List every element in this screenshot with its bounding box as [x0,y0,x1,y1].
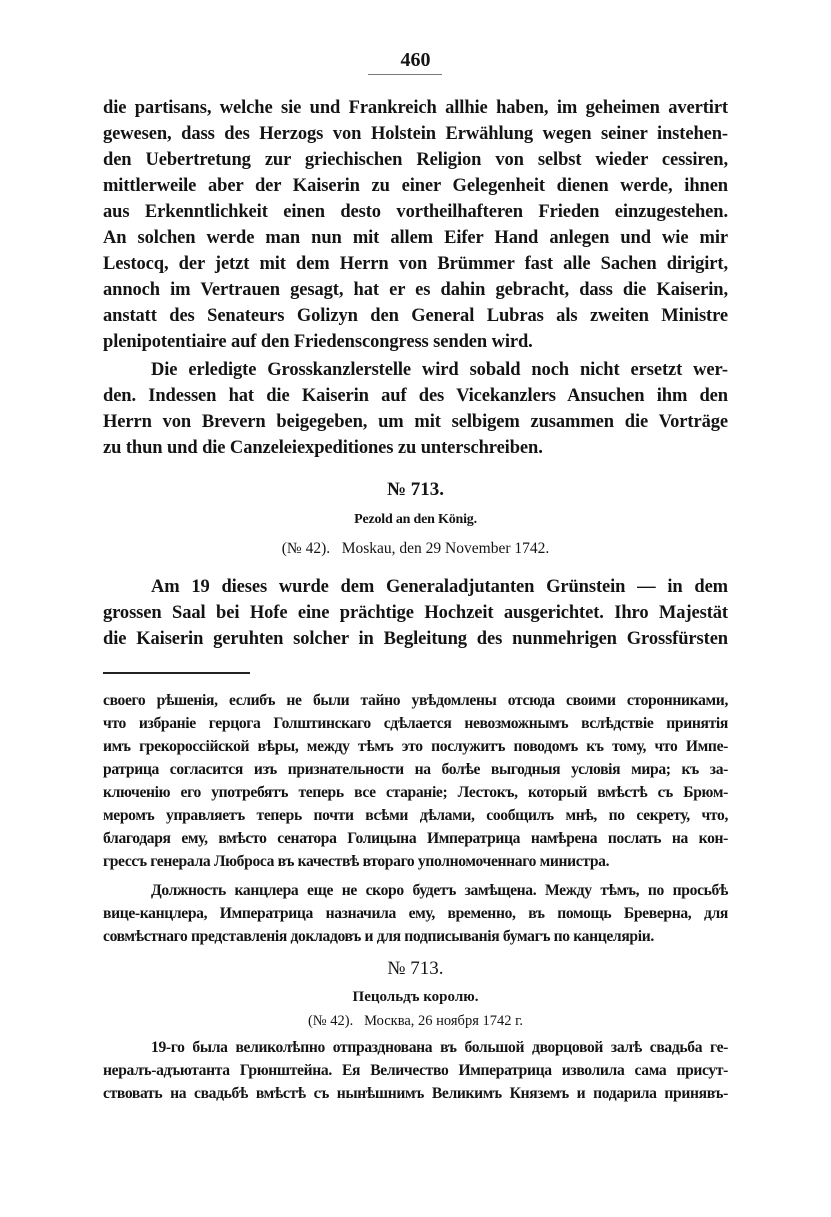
german-paragraph-2 [103,357,728,461]
text-line: Herrn von Brevern beigegeben, um mit selbigem zusammen die Vorträge [103,412,728,432]
text-line: annoch im Vertrauen gesagt, hat er es dahin gebracht, dass die Kaiserin, [103,280,728,300]
text-line: ствовать на свадьбѣ вмѣстѣ съ нынѣшнимъ Великимъ Княземъ и подарила принявъ- [103,1085,728,1102]
text-line: грессъ генерала Люброса въ качествѣ втораго уполномоченнаго министра. [103,853,610,870]
text-line: благодаря ему, вмѣсто сенатора Голицына Императрица намѣрена послать на кон- [103,830,728,847]
text-line: die partisans, welche sie und Frankreich allhie haben, im geheimen avertirt [103,98,728,118]
text-line: gewesen, dass des Herzogs von Holstein Erwählung wegen seiner instehen- [103,124,728,144]
text-line: Die erledigte Grosskanzlerstelle wird sobald noch nicht ersetzt wer- [151,360,728,380]
text-line: Должность канцлера еще не скоро будетъ замѣщена. Между тѣмъ, по просьбѣ [151,882,728,899]
russian-paragraph-2 [103,879,728,948]
footnote-rule [103,672,250,674]
german-document-title: Pezold an den König. [354,512,477,527]
text-line: ключенію его употребятъ теперь все стараніе; Лестокъ, который вмѣстѣ съ Брюм- [103,784,728,801]
page-number: 460 [400,49,431,71]
text-line: die Kaiserin geruhten solcher in Begleitung des nunmehrigen Grossfürsten [103,629,728,649]
text-line: An solchen werde man nun mit allem Eifer Hand anlegen und wie mir [103,228,728,248]
text-line: Lestocq, der jetzt mit dem Herrn von Brümmer fast alle Sachen dirigirt, [103,254,728,274]
text-line: что избраніе герцога Голштинскаго сдѣлается невозможнымъ вслѣдствіе принятія [103,715,728,732]
german-document-number: № 713. [386,479,445,500]
text-line: den. Indessen hat die Kaiserin auf des Vicekanzlers Ansuchen ihm den [103,386,728,406]
text-line: имъ грекороссійской вѣры, между тѣмъ это послужитъ поводомъ къ тому, что Импе- [103,738,728,755]
text-line: ратрица согласится изъ признательности на болѣе выгодныя условія мира; къ за- [103,761,728,778]
text-line: aus Erkenntlichkeit einen desto vortheilhafteren Frieden einzugestehen. [103,202,728,222]
russian-document-title: Пецольдъ королю. [352,989,479,1005]
page-number-rule [368,74,442,75]
german-paragraph-3 [103,574,728,652]
text-line: 19-го была великолѣпно отпразднована въ большой дворцовой залѣ свадьба ге- [151,1039,728,1056]
text-line: своего рѣшенія, еслибъ не были тайно увѣдомлены отсюда своими сторонниками, [103,692,728,709]
text-line: mittlerweile aber der Kaiserin zu einer Gelegenheit dienen werde, ihnen [103,176,728,196]
text-line: zu thun und die Canzeleiexpeditiones zu unterschreiben. [103,438,543,458]
text-line: anstatt des Senateurs Golizyn den General Lubras als zweiten Ministre [103,306,728,326]
text-line: plenipotentiaire auf den Friedenscongress senden wird. [103,332,533,352]
text-line: Am 19 dieses wurde dem Generaladjutanten Grünstein — in dem [151,577,728,597]
text-line: den Uebertretung zur griechischen Religion von selbst wieder cessiren, [103,150,728,170]
russian-document-number: № 713. [387,958,444,979]
text-line: меромъ управляетъ теперь почти всѣми дѣлами, сообщилъ мнѣ, по секрету, что, [103,807,728,824]
text-line: нералъ-адъютанта Грюнштейна. Ея Величество Императрица изволила сама присут- [103,1062,728,1079]
text-line: вице-канцлера, Императрица назначила ему, временно, въ помощь Бреверна, для [103,905,728,922]
text-line: совмѣстнаго представленія докладовъ и для подписыванія бумагъ по канцеляріи. [103,928,654,945]
german-dateline: (№ 42). Moskau, den 29 November 1742. [281,540,550,557]
russian-dateline: (№ 42). Москва, 26 ноября 1742 г. [307,1013,524,1029]
russian-paragraph-3 [103,1036,728,1105]
german-paragraph-1 [103,95,728,355]
text-line: grossen Saal bei Hofe eine prächtige Hochzeit ausgerichtet. Ihro Majestät [103,603,728,623]
russian-paragraph-1 [103,689,728,873]
